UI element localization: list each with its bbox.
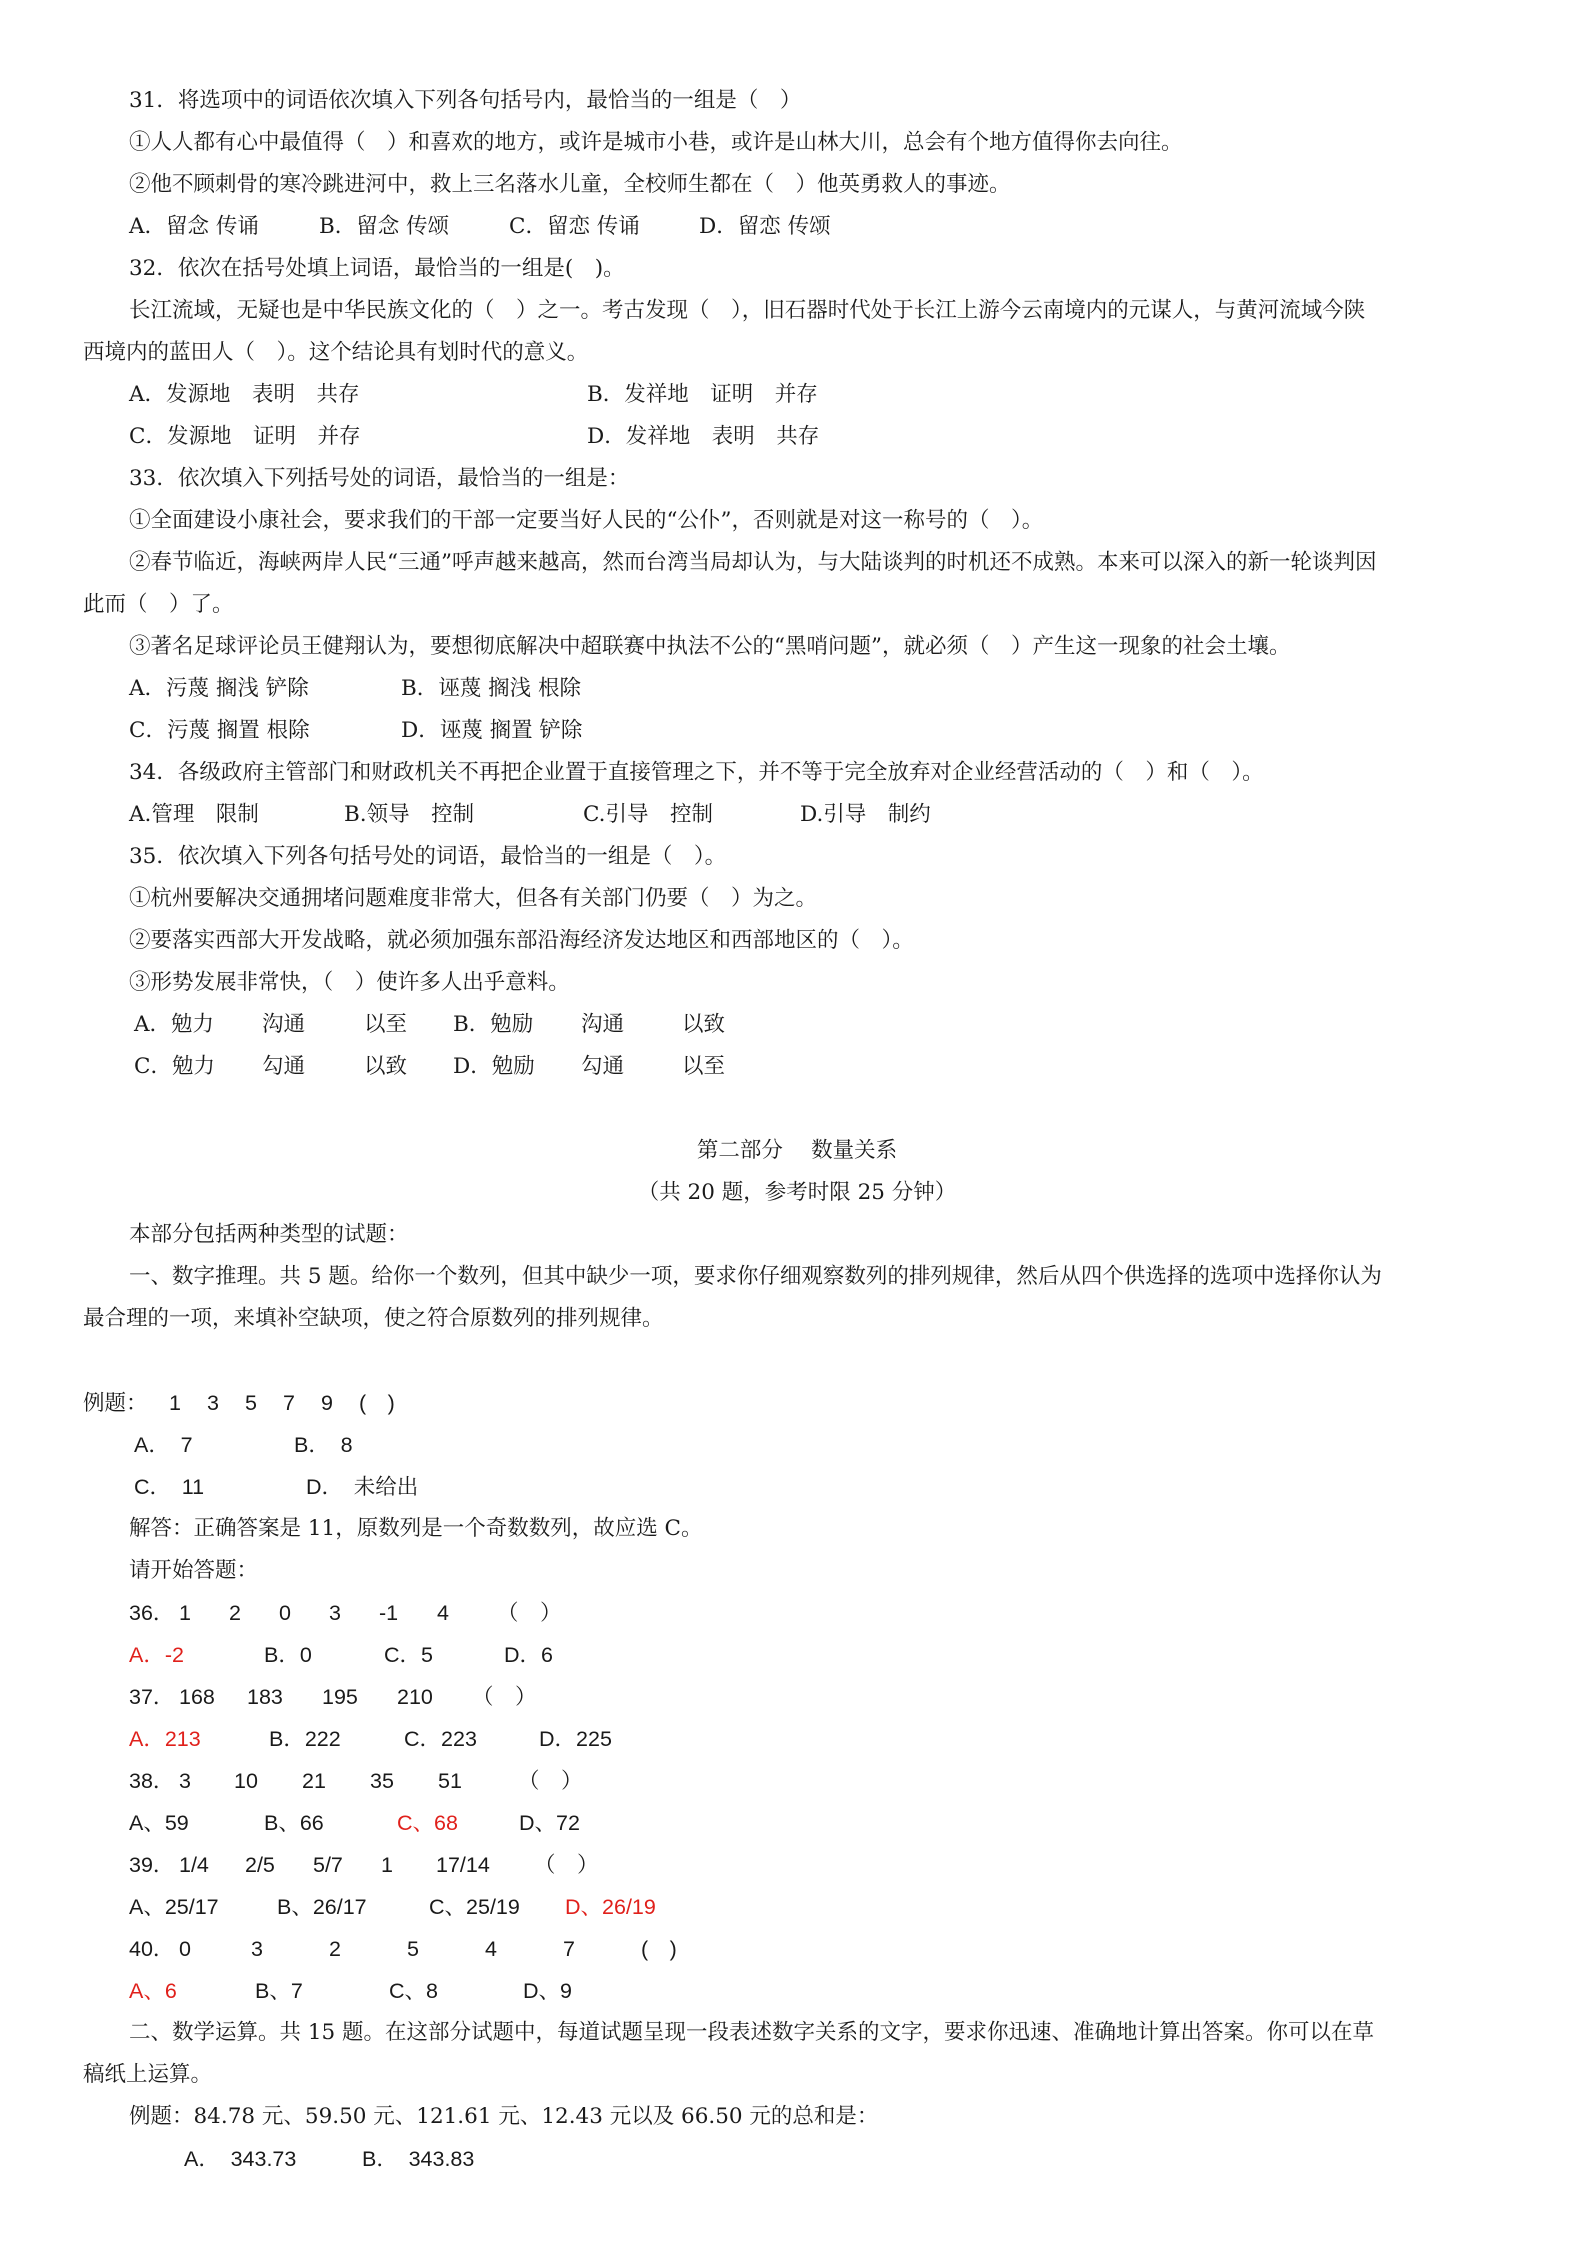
q32-stem: 32．依次在括号处填上词语，最恰当的一组是( )。: [129, 256, 625, 281]
q33-option-a: A．污蔑 搁浅 铲除: [129, 676, 309, 701]
answer-option: D、72: [519, 1811, 580, 1835]
q34-option-d: D.引导 制约: [800, 802, 931, 827]
sequence-term: 35: [370, 1769, 394, 1793]
answer-option: B．0: [264, 1643, 312, 1667]
q35-stem: 35．依次填入下列各句括号处的词语，最恰当的一组是（ ）。: [129, 844, 727, 869]
q32-passage-line-2: 西境内的蓝田人（ ）。这个结论具有划时代的意义。: [83, 340, 589, 365]
q33-stem: 33．依次填入下列括号处的词语，最恰当的一组是：: [129, 466, 630, 491]
example-term: 9: [321, 1391, 333, 1415]
correct-answer-option: A．-2: [129, 1643, 184, 1667]
sequence-term: 1: [179, 1601, 191, 1625]
q33-sentence-3: ③著名足球评论员王健翔认为，要想彻底解决中超联赛中执法不公的“黑哨问题”，就必须（ ）产生这一现象的社会土壤。: [129, 634, 1291, 659]
question-39-sequence: [129, 1851, 599, 1879]
correct-answer-option: A．213: [129, 1727, 201, 1751]
q35-sentence-3: ③形势发展非常快，（ ）使许多人出乎意料。: [129, 970, 570, 995]
question-36-sequence: [129, 1599, 562, 1627]
q33-sentence-2: ②春节临近，海峡两岸人民“三通”呼声越来越高，然而台湾当局却认为，与大陆谈判的时机还不成熟。本来可以深入的新一轮谈判因: [129, 550, 1377, 575]
q34-option-a: A.管理 限制: [129, 802, 259, 827]
answer-option: C．5: [384, 1643, 433, 1667]
answer-option: A、25/17: [129, 1895, 219, 1919]
section-intro: 本部分包括两种类型的试题：: [129, 1222, 409, 1247]
q34-options: [129, 801, 931, 829]
question-40-sequence: [129, 1935, 677, 1963]
q32-options-row-2: [129, 423, 819, 451]
example-term: 1: [169, 1391, 181, 1415]
example-answer: 解答：正确答案是 11，原数列是一个奇数数列，故应选 C。: [129, 1516, 703, 1541]
q35-option-b-word-2: 沟通: [581, 1012, 625, 1037]
question-number: 39．: [129, 1853, 175, 1877]
example-label: 例题：: [83, 1391, 148, 1415]
q34-option-b: B.领导 控制: [344, 802, 475, 827]
question-40-options: [129, 1977, 572, 2005]
sequence-term: 3: [179, 1769, 191, 1793]
sequence-term: 2/5: [245, 1853, 275, 1877]
sequence-term: 2: [329, 1937, 341, 1961]
sequence-term: （ ）: [518, 1769, 583, 1793]
sequence-term: 4: [437, 1601, 449, 1625]
q31-sentence-2: ②他不顾刺骨的寒冷跳进河中，救上三名落水儿童，全校师生都在（ ）他英勇救人的事迹。: [129, 172, 1011, 197]
sequence-term: 17/14: [436, 1853, 490, 1877]
correct-answer-option: D、26/19: [565, 1895, 656, 1919]
sequence-term: 21: [302, 1769, 326, 1793]
correct-answer-option: A、6: [129, 1979, 177, 2003]
section-subtitle: （共 20 题，参考时限 25 分钟）: [637, 1180, 957, 1205]
example-options-row-1: [134, 1431, 353, 1459]
q35-option-d-word-2: 勾通: [581, 1054, 625, 1079]
answer-option: A、59: [129, 1811, 189, 1835]
q35-option-a-word-1: A．勉力: [134, 1012, 215, 1037]
question-38-options: [129, 1809, 580, 1837]
q32-option-c: C．发源地 证明 并存: [129, 424, 361, 449]
q33-sentence-2-cont: 此而（ ）了。: [83, 592, 234, 617]
question-37-sequence: [129, 1683, 537, 1711]
answer-option: B．222: [269, 1727, 341, 1751]
example-sequence: [83, 1389, 395, 1417]
sequence-term: ( ): [641, 1937, 677, 1961]
sequence-term: 10: [234, 1769, 258, 1793]
q35-options-row-1: [134, 1011, 725, 1039]
q32-option-a: A．发源地 表明 共存: [129, 382, 360, 407]
answer-option: C．223: [404, 1727, 477, 1751]
q35-option-b-word-1: B．勉励: [453, 1012, 534, 1037]
example-term: 3: [207, 1391, 219, 1415]
q35-option-b-word-3: 以致: [682, 1012, 726, 1037]
q31-option-d: D．留恋 传颂: [699, 214, 831, 239]
example-term: 7: [283, 1391, 295, 1415]
sequence-term: 5: [407, 1937, 419, 1961]
sequence-term: 7: [563, 1937, 575, 1961]
example-options-row-2: [134, 1473, 418, 1501]
example2-stem: 例题：84.78 元、59.50 元、121.61 元、12.43 元以及 66.50 元的总和是：: [129, 2104, 879, 2129]
sequence-term: 210: [397, 1685, 433, 1709]
sequence-term: -1: [379, 1601, 399, 1625]
answer-option: B、26/17: [277, 1895, 367, 1919]
q31-option-c: C．留恋 传诵: [509, 214, 640, 239]
question-number: 37．: [129, 1685, 175, 1709]
q34-option-c: C.引导 控制: [583, 802, 714, 827]
question-37-options: [129, 1725, 612, 1753]
example-option-a: A． 7: [134, 1433, 193, 1457]
q33-options-row-2: [129, 717, 582, 745]
answer-option: D．225: [539, 1727, 612, 1751]
question-36-options: [129, 1641, 553, 1669]
sequence-term: （ ）: [497, 1601, 562, 1625]
part2-description-cont: 稿纸上运算。: [83, 2062, 213, 2087]
sequence-term: 1/4: [179, 1853, 209, 1877]
sequence-term: 51: [438, 1769, 462, 1793]
example2-option-b: B． 343.83: [362, 2147, 475, 2171]
q31-options: [129, 213, 831, 241]
q35-option-d-word-1: D．勉励: [453, 1054, 535, 1079]
q33-options-row-1: [129, 675, 581, 703]
question-number: 36．: [129, 1601, 175, 1625]
q31-option-b: B．留念 传颂: [319, 214, 450, 239]
q35-option-d-word-3: 以至: [682, 1054, 726, 1079]
part1-description-cont: 最合理的一项，来填补空缺项，使之符合原数列的排列规律。: [83, 1306, 664, 1331]
q32-passage-line-1: 长江流域，无疑也是中华民族文化的（ ）之一。考古发现（ ），旧石器时代处于长江上游今云南境内的元谋人，与黄河流域今陕: [129, 298, 1366, 323]
q33-option-b: B．诬蔑 搁浅 根除: [401, 676, 581, 701]
q31-sentence-1: ①人人都有心中最值得（ ）和喜欢的地方，或许是城市小巷，或许是山林大川，总会有个地方值得你去向往。: [129, 130, 1183, 155]
sequence-term: 168: [179, 1685, 215, 1709]
sequence-term: 0: [179, 1937, 191, 1961]
sequence-term: （ ）: [472, 1685, 537, 1709]
q35-sentence-2: ②要落实西部大开发战略，就必须加强东部沿海经济发达地区和西部地区的（ ）。: [129, 928, 914, 953]
example-option-d: D． 未给出: [306, 1475, 419, 1499]
answer-option: D、9: [523, 1979, 572, 2003]
q31-stem: 31．将选项中的词语依次填入下列各句括号内，最恰当的一组是（ ）: [129, 88, 802, 113]
sequence-term: 3: [251, 1937, 263, 1961]
q34-stem: 34．各级政府主管部门和财政机关不再把企业置于直接管理之下，并不等于完全放弃对企业经营活动的（ ）和（ ）。: [129, 760, 1264, 785]
sequence-term: 4: [485, 1937, 497, 1961]
q31-option-a: A．留念 传诵: [129, 214, 259, 239]
part1-description: 一、数字推理。共 5 题。给你一个数列，但其中缺少一项，要求你仔细观察数列的排列规律，然后从四个供选择的选项中选择你认为: [129, 1264, 1382, 1289]
sequence-term: 3: [329, 1601, 341, 1625]
part2-description: 二、数学运算。共 15 题。在这部分试题中，每道试题呈现一段表述数字关系的文字，要求你迅速、准确地计算出答案。你可以在草: [129, 2020, 1375, 2045]
q33-option-c: C．污蔑 搁置 根除: [129, 718, 310, 743]
q32-option-b: B．发祥地 证明 并存: [587, 382, 818, 407]
q35-options-row-2: [134, 1053, 725, 1081]
q35-option-a-word-2: 沟通: [262, 1012, 306, 1037]
q35-option-c-word-2: 勾通: [262, 1054, 306, 1079]
example-option-c: C． 11: [134, 1475, 205, 1499]
q32-options-row-1: [129, 381, 818, 409]
example-option-b: B． 8: [294, 1433, 353, 1457]
answer-option: C、25/19: [429, 1895, 520, 1919]
q32-option-d: D．发祥地 表明 共存: [587, 424, 820, 449]
sequence-term: 195: [322, 1685, 358, 1709]
q33-sentence-1: ①全面建设小康社会，要求我们的干部一定要当好人民的“公仆”，否则就是对这一称号的（ ）。: [129, 508, 1044, 533]
answer-option: B、7: [255, 1979, 303, 2003]
example-term: ( ): [359, 1391, 395, 1415]
sequence-term: 183: [247, 1685, 283, 1709]
example2-options: [184, 2145, 474, 2173]
question-39-options: [129, 1893, 656, 1921]
question-number: 40．: [129, 1937, 175, 1961]
q35-sentence-1: ①杭州要解决交通拥堵问题难度非常大，但各有关部门仍要（ ）为之。: [129, 886, 818, 911]
sequence-term: （ ）: [534, 1853, 599, 1877]
begin-answering: 请开始答题：: [129, 1558, 259, 1583]
q33-option-d: D．诬蔑 搁置 铲除: [401, 718, 583, 743]
sequence-term: 0: [279, 1601, 291, 1625]
q35-option-c-word-3: 以致: [364, 1054, 408, 1079]
q35-option-a-word-3: 以至: [364, 1012, 408, 1037]
correct-answer-option: C、68: [397, 1811, 458, 1835]
q35-option-c-word-1: C．勉力: [134, 1054, 215, 1079]
answer-option: C、8: [389, 1979, 438, 2003]
example2-option-a: A． 343.73: [184, 2147, 297, 2171]
sequence-term: 5/7: [313, 1853, 343, 1877]
sequence-term: 1: [381, 1853, 393, 1877]
sequence-term: 2: [229, 1601, 241, 1625]
answer-option: D．6: [504, 1643, 553, 1667]
question-number: 38．: [129, 1769, 175, 1793]
example-term: 5: [245, 1391, 257, 1415]
answer-option: B、66: [264, 1811, 324, 1835]
question-38-sequence: [129, 1767, 583, 1795]
section-title: 第二部分 数量关系: [696, 1138, 898, 1163]
